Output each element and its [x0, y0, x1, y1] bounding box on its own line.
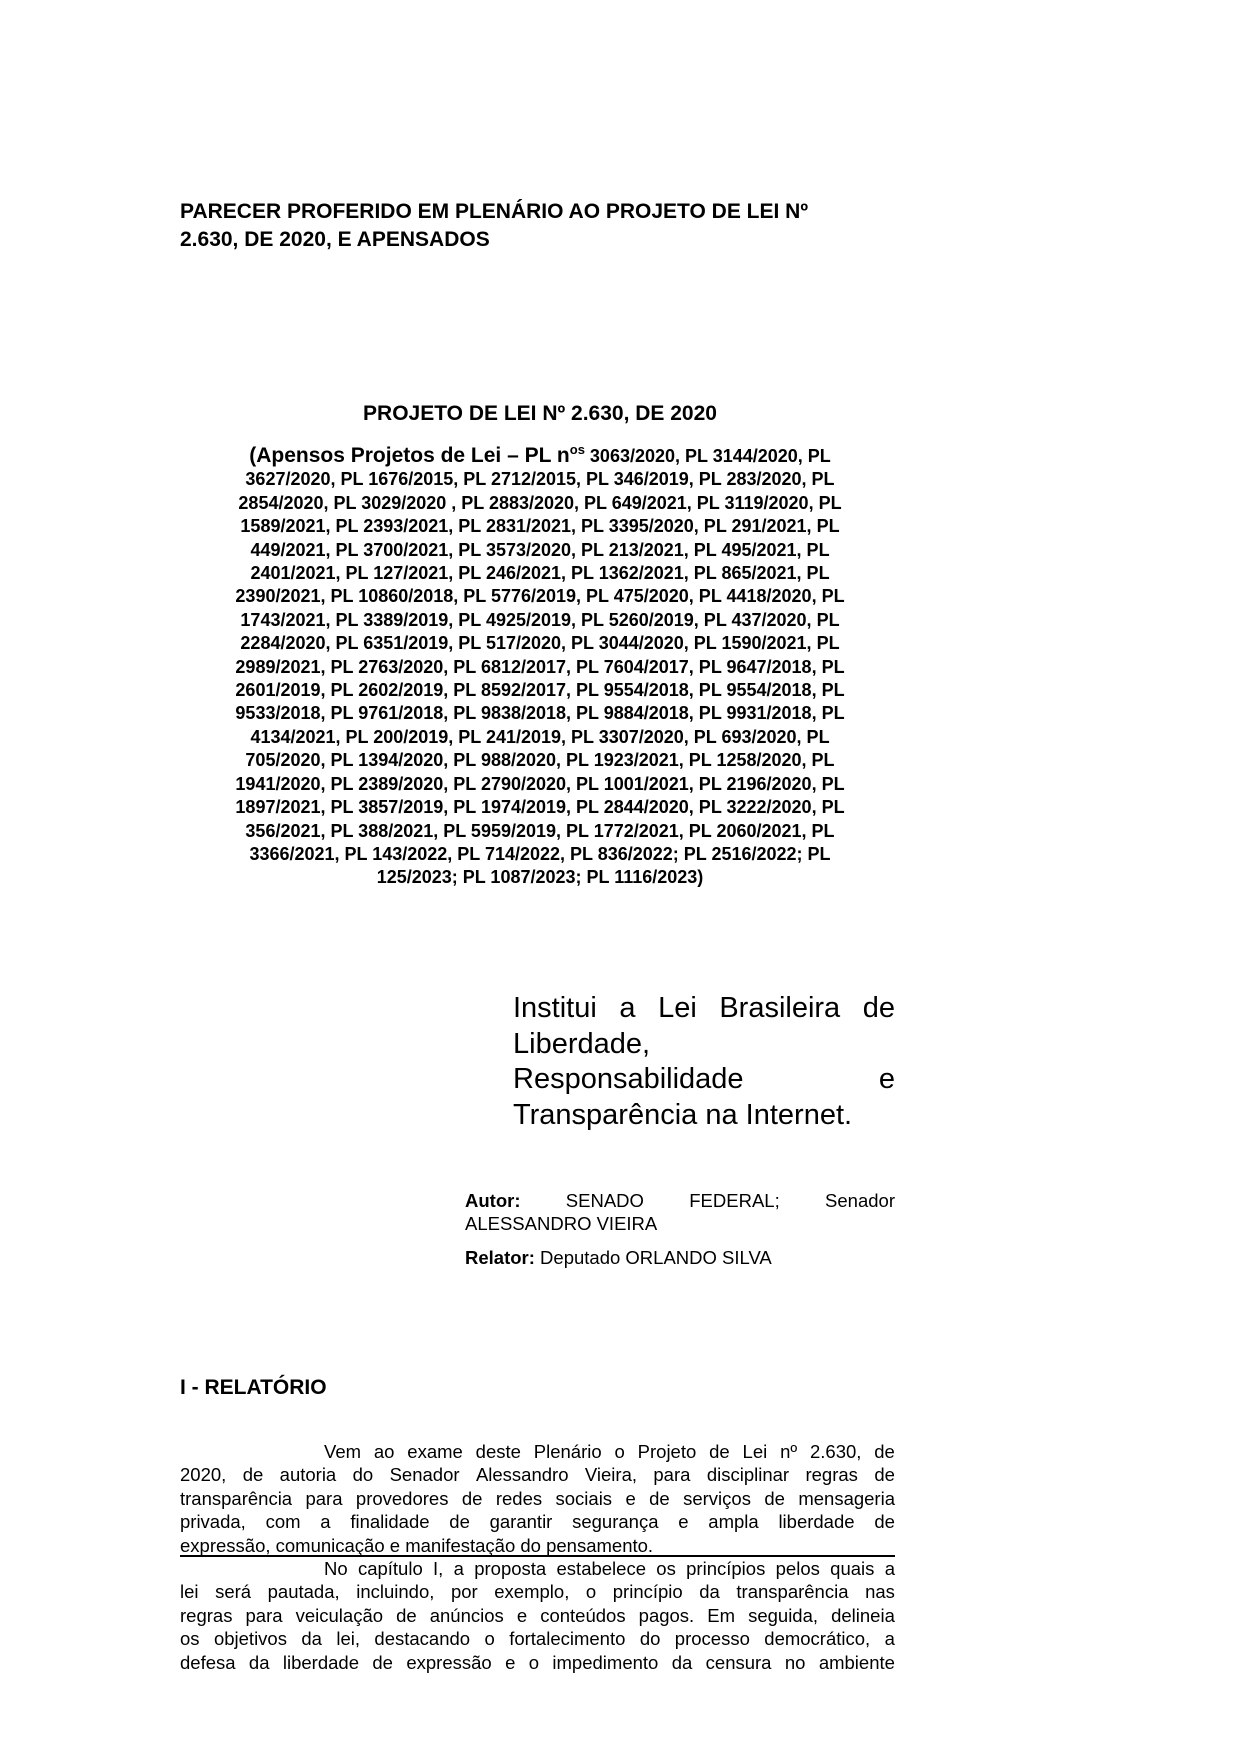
autor-line [465, 1189, 895, 1212]
apensos-line: 2284/2020, PL 6351/2019, PL 517/2020, PL 3044/2020, PL 1590/2021, PL [240, 633, 840, 654]
ementa-word: Responsabilidade [513, 1063, 744, 1095]
autor-label: Autor: [465, 1190, 521, 1211]
body-word: quais [830, 1558, 875, 1580]
body-word: serviços [683, 1487, 751, 1509]
apensos-line: 125/2023; PL 1087/2023; PL 1116/2023) [376, 867, 704, 888]
body-word: regras [180, 1604, 233, 1626]
apensos-line: 3366/2021, PL 143/2022, PL 714/2022, PL 836/2022; PL 2516/2022; PL [249, 843, 831, 864]
body-word: liberdade [778, 1511, 855, 1533]
paragraph-1 [180, 1440, 895, 1557]
body-word: exame [407, 1441, 463, 1462]
apensos-line: 1743/2021, PL 3389/2019, PL 4925/2019, PL 5260/2019, PL 437/2020, PL [240, 609, 840, 630]
apensos-line: 2601/2019, PL 2602/2019, PL 8592/2017, PL 9554/2018, PL 9554/2018, PL [235, 680, 845, 701]
body-word: garantir [489, 1511, 553, 1533]
authors-block [465, 1189, 895, 1269]
relator-value: Deputado ORLANDO SILVA [534, 1247, 772, 1268]
body-word: ao [373, 1441, 395, 1462]
apensos-line: 356/2021, PL 388/2021, PL 5959/2019, PL 1772/2021, PL 2060/2021, PL [245, 820, 835, 841]
body-word: regras [805, 1464, 858, 1486]
section-title: I - RELATÓRIO [180, 1376, 327, 1399]
body-line [180, 1651, 895, 1674]
body-word: de [874, 1511, 895, 1533]
body-word: com [265, 1511, 301, 1533]
body-word: o [614, 1441, 625, 1462]
body-word: pelos [775, 1558, 820, 1580]
body-word: de [709, 1441, 730, 1462]
body-word: objetivos [213, 1628, 287, 1650]
body-line: expressão, comunicação e manifestação do pensamento. [180, 1534, 654, 1556]
body-word: processo [674, 1628, 750, 1650]
body-word: a [884, 1558, 895, 1580]
apensos-sup: os [569, 442, 585, 457]
body-word: Plenário [533, 1441, 602, 1462]
body-word: de [874, 1464, 895, 1486]
body-word: o [585, 1581, 597, 1603]
body-word: de [449, 1511, 470, 1533]
body-word: a [884, 1628, 895, 1650]
body-word: a [320, 1511, 331, 1533]
body-word: democrático, [764, 1628, 871, 1650]
relator-label: Relator: [465, 1247, 535, 1268]
body-word: da [671, 1651, 693, 1673]
apensos-line: 2390/2021, PL 10860/2018, PL 5776/2019, PL 475/2020, PL 4418/2020, PL [235, 586, 845, 607]
body-word: delineia [831, 1604, 895, 1626]
body-word: Projeto [637, 1441, 697, 1462]
document-heading [180, 198, 900, 254]
body-word: lei, [336, 1628, 361, 1650]
body-word: provedores [355, 1487, 449, 1509]
autor-word: Senador [825, 1190, 895, 1211]
body-word: proposta [474, 1558, 547, 1580]
ementa-word: de [862, 992, 895, 1024]
body-word: o [528, 1651, 540, 1673]
body-word: para [305, 1487, 343, 1509]
apensos-prefix: (Apensos Projetos de Lei – PL n [249, 444, 570, 467]
apensos-line: 1897/2021, PL 3857/2019, PL 1974/2019, PL 2844/2020, PL 3222/2020, PL [235, 797, 845, 818]
ementa-line-4: Transparência na Internet. [513, 1098, 853, 1131]
body-line [180, 1580, 895, 1603]
body-word: 2.630, [809, 1441, 862, 1462]
body-text [180, 1440, 895, 1674]
body-word: de [461, 1487, 483, 1509]
body-word: No [324, 1558, 348, 1580]
apensos-line: 2989/2021, PL 2763/2020, PL 6812/2017, PL 7604/2017, PL 9647/2018, PL [235, 656, 845, 677]
body-word: de [874, 1441, 895, 1462]
body-word: transparência [180, 1487, 293, 1509]
ementa-line-1 [513, 991, 895, 1027]
ementa-line-3 [513, 1062, 895, 1098]
relator-line [465, 1246, 895, 1269]
body-word: expressão [406, 1651, 492, 1673]
ementa-line-2: Liberdade, [513, 1027, 651, 1060]
ementa-word: Institui [513, 992, 597, 1024]
body-word: exemplo, [494, 1581, 570, 1603]
body-word: estabelece [556, 1558, 646, 1580]
bill-title: PROJETO DE LEI Nº 2.630, DE 2020 [363, 402, 717, 425]
body-word: da [301, 1628, 322, 1650]
body-word: e [505, 1651, 516, 1673]
body-word: ampla [708, 1511, 759, 1533]
body-word: finalidade [350, 1511, 430, 1533]
body-word: no [784, 1651, 806, 1673]
body-line [180, 1487, 895, 1510]
body-word: princípio [612, 1581, 683, 1603]
apensos-line: 705/2020, PL 1394/2020, PL 988/2020, PL 1923/2021, PL 1258/2020, PL [245, 750, 835, 771]
body-line [180, 1510, 895, 1533]
body-word: será [215, 1581, 252, 1603]
body-word: e [516, 1604, 528, 1626]
body-word: lei [180, 1581, 199, 1603]
body-word: do [352, 1464, 374, 1486]
body-word: o [484, 1628, 495, 1650]
apensos-first-rest: 3063/2020, PL 3144/2020, PL [584, 446, 831, 466]
body-word: liberdade [282, 1651, 359, 1673]
body-word: ambiente [818, 1651, 895, 1673]
body-word: nas [865, 1581, 895, 1603]
body-word: para [245, 1604, 283, 1626]
body-word: de [396, 1604, 417, 1626]
heading-line: 2.630, DE 2020, E APENSADOS [180, 228, 490, 251]
apensos-line: 1941/2020, PL 2389/2020, PL 2790/2020, PL 1001/2021, PL 2196/2020, PL [235, 773, 845, 794]
body-word: nº [780, 1441, 798, 1462]
body-word: seguida, [748, 1604, 819, 1626]
ementa-word: a [619, 992, 636, 1024]
body-word: conteúdos [540, 1604, 626, 1626]
body-line [180, 1440, 895, 1463]
body-word: da [699, 1581, 720, 1603]
body-line [180, 1604, 895, 1627]
apensos-line: 2854/2020, PL 3029/2020 , PL 2883/2020, PL 649/2021, PL 3119/2020, PL [238, 492, 842, 513]
body-word: Lei [742, 1441, 768, 1462]
apensos-line: 3627/2020, PL 1676/2015, PL 2712/2015, PL 346/2019, PL 283/2020, PL [245, 469, 835, 490]
apensos-line: 2401/2021, PL 127/2021, PL 246/2021, PL 1362/2021, PL 865/2021, PL [250, 563, 830, 584]
apensos-line: 1589/2021, PL 2393/2021, PL 2831/2021, PL 3395/2020, PL 291/2021, PL [240, 516, 840, 537]
ementa-word: Brasileira [719, 992, 841, 1024]
heading-line: PARECER PROFERIDO EM PLENÁRIO AO PROJETO DE LEI Nº [180, 200, 809, 223]
body-word: fortalecimento [509, 1628, 626, 1650]
ementa [513, 991, 895, 1133]
apensos-list [180, 438, 900, 890]
body-word: Alessandro [475, 1464, 569, 1486]
body-word: anúncios [429, 1604, 504, 1626]
body-word: os [180, 1628, 200, 1650]
body-word: os [656, 1558, 676, 1580]
body-line [180, 1557, 895, 1580]
body-word: de [242, 1464, 264, 1486]
body-word: transparência [736, 1581, 849, 1603]
body-word: pautada, [267, 1581, 340, 1603]
body-word: incluindo, [356, 1581, 435, 1603]
body-word: Vem [324, 1441, 362, 1462]
body-word: pagos. [638, 1604, 695, 1626]
body-line [180, 1627, 895, 1650]
body-word: princípios [686, 1558, 766, 1580]
apensos-line: 9533/2018, PL 9761/2018, PL 9838/2018, PL 9884/2018, PL 9931/2018, PL [235, 703, 845, 724]
body-word: impedimento [552, 1651, 659, 1673]
apensos-line: 4134/2021, PL 200/2019, PL 241/2019, PL 3307/2020, PL 693/2020, PL [250, 726, 830, 747]
paragraph-2 [180, 1557, 895, 1674]
body-word: de [649, 1487, 670, 1509]
body-word: a [453, 1558, 464, 1580]
ementa-word: e [878, 1063, 895, 1095]
body-word: por [450, 1581, 478, 1603]
body-word: para [653, 1464, 691, 1486]
body-word: redes [495, 1487, 543, 1509]
body-word: veiculação [295, 1604, 384, 1626]
autor-continuation: ALESSANDRO VIEIRA [465, 1213, 658, 1234]
apensos-first-line [180, 438, 900, 468]
body-word: censura [705, 1651, 772, 1673]
body-word: disciplinar [706, 1464, 790, 1486]
body-word: capítulo [357, 1558, 423, 1580]
apensos-line: 449/2021, PL 3700/2021, PL 3573/2020, PL 213/2021, PL 495/2021, PL [250, 539, 830, 560]
body-word: defesa [180, 1651, 236, 1673]
body-word: deste [475, 1441, 521, 1462]
body-word: Senador [389, 1464, 460, 1486]
autor-word: FEDERAL; [689, 1190, 780, 1211]
body-word: do [639, 1628, 661, 1650]
body-word: e [625, 1487, 636, 1509]
body-word: Em [707, 1604, 736, 1626]
body-word: de [372, 1651, 393, 1673]
body-word: segurança [572, 1511, 659, 1533]
body-word: sociais [555, 1487, 613, 1509]
body-word: e [678, 1511, 689, 1533]
body-word: 2020, [180, 1464, 227, 1486]
body-word: I, [433, 1558, 444, 1580]
body-word: mensageria [798, 1487, 895, 1509]
body-word: destacando [374, 1628, 471, 1650]
body-word: autoria [279, 1464, 337, 1486]
body-line [180, 1463, 895, 1486]
body-word: da [248, 1651, 270, 1673]
ementa-word: Lei [658, 992, 697, 1024]
body-word: privada, [180, 1511, 246, 1533]
autor-word: SENADO [565, 1190, 644, 1211]
body-word: Vieira, [584, 1464, 637, 1486]
body-word: de [764, 1487, 785, 1509]
